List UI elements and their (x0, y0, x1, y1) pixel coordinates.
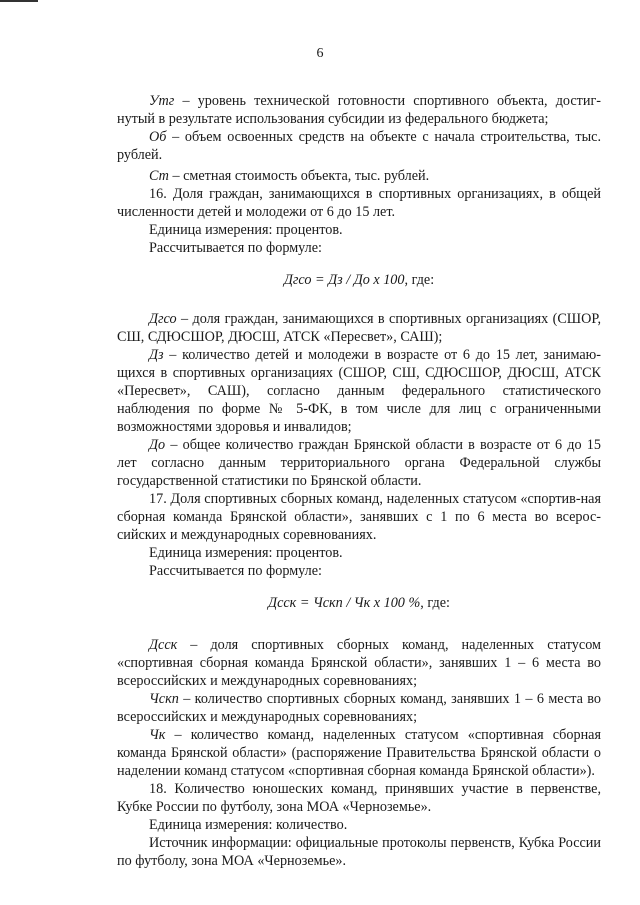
formula-suffix: , где: (420, 595, 450, 611)
unit-line: Единица измерения: процентов. (149, 222, 343, 238)
definition-do (117, 436, 601, 490)
formula-dgso (117, 271, 601, 289)
item-16-heading: 16. Доля граждан, занимающихся в спортивных организациях, в общей численности детей и молодежи от 6 до 15 лет. (117, 186, 601, 220)
term: До (149, 437, 166, 453)
formula-dssk (117, 594, 601, 612)
item-18-heading: 18. Количество юношеских команд, принявших участие в первенстве, Кубке России по футболу, зона МОА «Черноземье». (117, 781, 601, 815)
definition-st (117, 167, 601, 185)
term: Ст (149, 168, 169, 184)
definition-text: – уровень технической готовности спортивного объекта, достиг-нутый в результате использования субсидии из федерального бюджета; (117, 93, 601, 127)
term: Дз (149, 347, 164, 363)
definition-utg (117, 92, 601, 128)
term: Дгсо (149, 311, 177, 327)
definition-dgso (117, 310, 601, 346)
page-number: 6 (316, 46, 324, 61)
definition-dssk (117, 636, 601, 690)
definition-dz (117, 346, 601, 436)
definition-text: – количество детей и молодежи в возрасте от 6 до 15 лет, занимаю-щихся в спортивных организациях (СШОР, СШ, СДЮСШОР, ДЮСШ, АТСК «Пересвет», САШ), согласно данным федерального статистического наблюдения по форме № 5-ФК, в том числе для лиц с ограниченными возможностями здоровья и инвалидов; (117, 347, 601, 435)
definition-text: – объем освоенных средств на объекте с начала строительства, тыс. рублей. (117, 129, 601, 163)
definition-text: – доля спортивных сборных команд, наделенных статусом «спортивная сборная команда Брянской области», занявших 1 – 6 места во всероссийских и международных соревнованиях; (117, 637, 601, 689)
term: Чскп (149, 691, 179, 707)
term: Чк (149, 727, 166, 743)
formula-expression: Дсск = Чскп / Чк x 100 % (268, 595, 421, 611)
scan-corner-mark (0, 0, 38, 2)
unit-line: Единица измерения: количество. (149, 817, 348, 833)
formula-expression: Дгсо = Дз / До x 100 (283, 272, 405, 288)
definition-chskp (117, 690, 601, 726)
item-17-heading: 17. Доля спортивных сборных команд, наделенных статусом «спортив-ная сборная команда Брянской области», занявших с 1 по 6 места во всерос-сийских и международных соревнованиях. (117, 491, 601, 543)
definition-text: – количество команд, наделенных статусом «спортивная сборная команда Брянской области» (распоряжение Правительства Брянской области о наделении команд статусом «спортивная сборная команда Брянской области»). (117, 727, 601, 779)
term: Утг (149, 93, 175, 109)
formula-intro: Рассчитывается по формуле: (149, 240, 322, 256)
definition-text: – доля граждан, занимающихся в спортивных организациях (СШОР, СШ, СДЮСШОР, ДЮСШ, АТСК «Пересвет», САШ); (117, 311, 601, 345)
term: Дсск (149, 637, 178, 653)
formula-intro: Рассчитывается по формуле: (149, 563, 322, 579)
definition-text: – общее количество граждан Брянской области в возрасте от 6 до 15 лет согласно данным территориального органа Федеральной службы государственной статистики по Брянской области. (117, 437, 601, 489)
definition-text: – количество спортивных сборных команд, занявших 1 – 6 места во всероссийских и международных соревнованиях; (117, 691, 601, 725)
definition-ob (117, 128, 601, 164)
document-body (117, 92, 601, 870)
term: Об (149, 129, 167, 145)
source-line: Источник информации: официальные протоколы первенств, Кубка России по футболу, зона МОА «Черноземье». (117, 835, 601, 869)
formula-suffix: , где: (404, 272, 435, 288)
definition-text: – сметная стоимость объекта, тыс. рублей. (168, 168, 430, 184)
definition-chk (117, 726, 601, 780)
unit-line: Единица измерения: процентов. (149, 545, 343, 561)
